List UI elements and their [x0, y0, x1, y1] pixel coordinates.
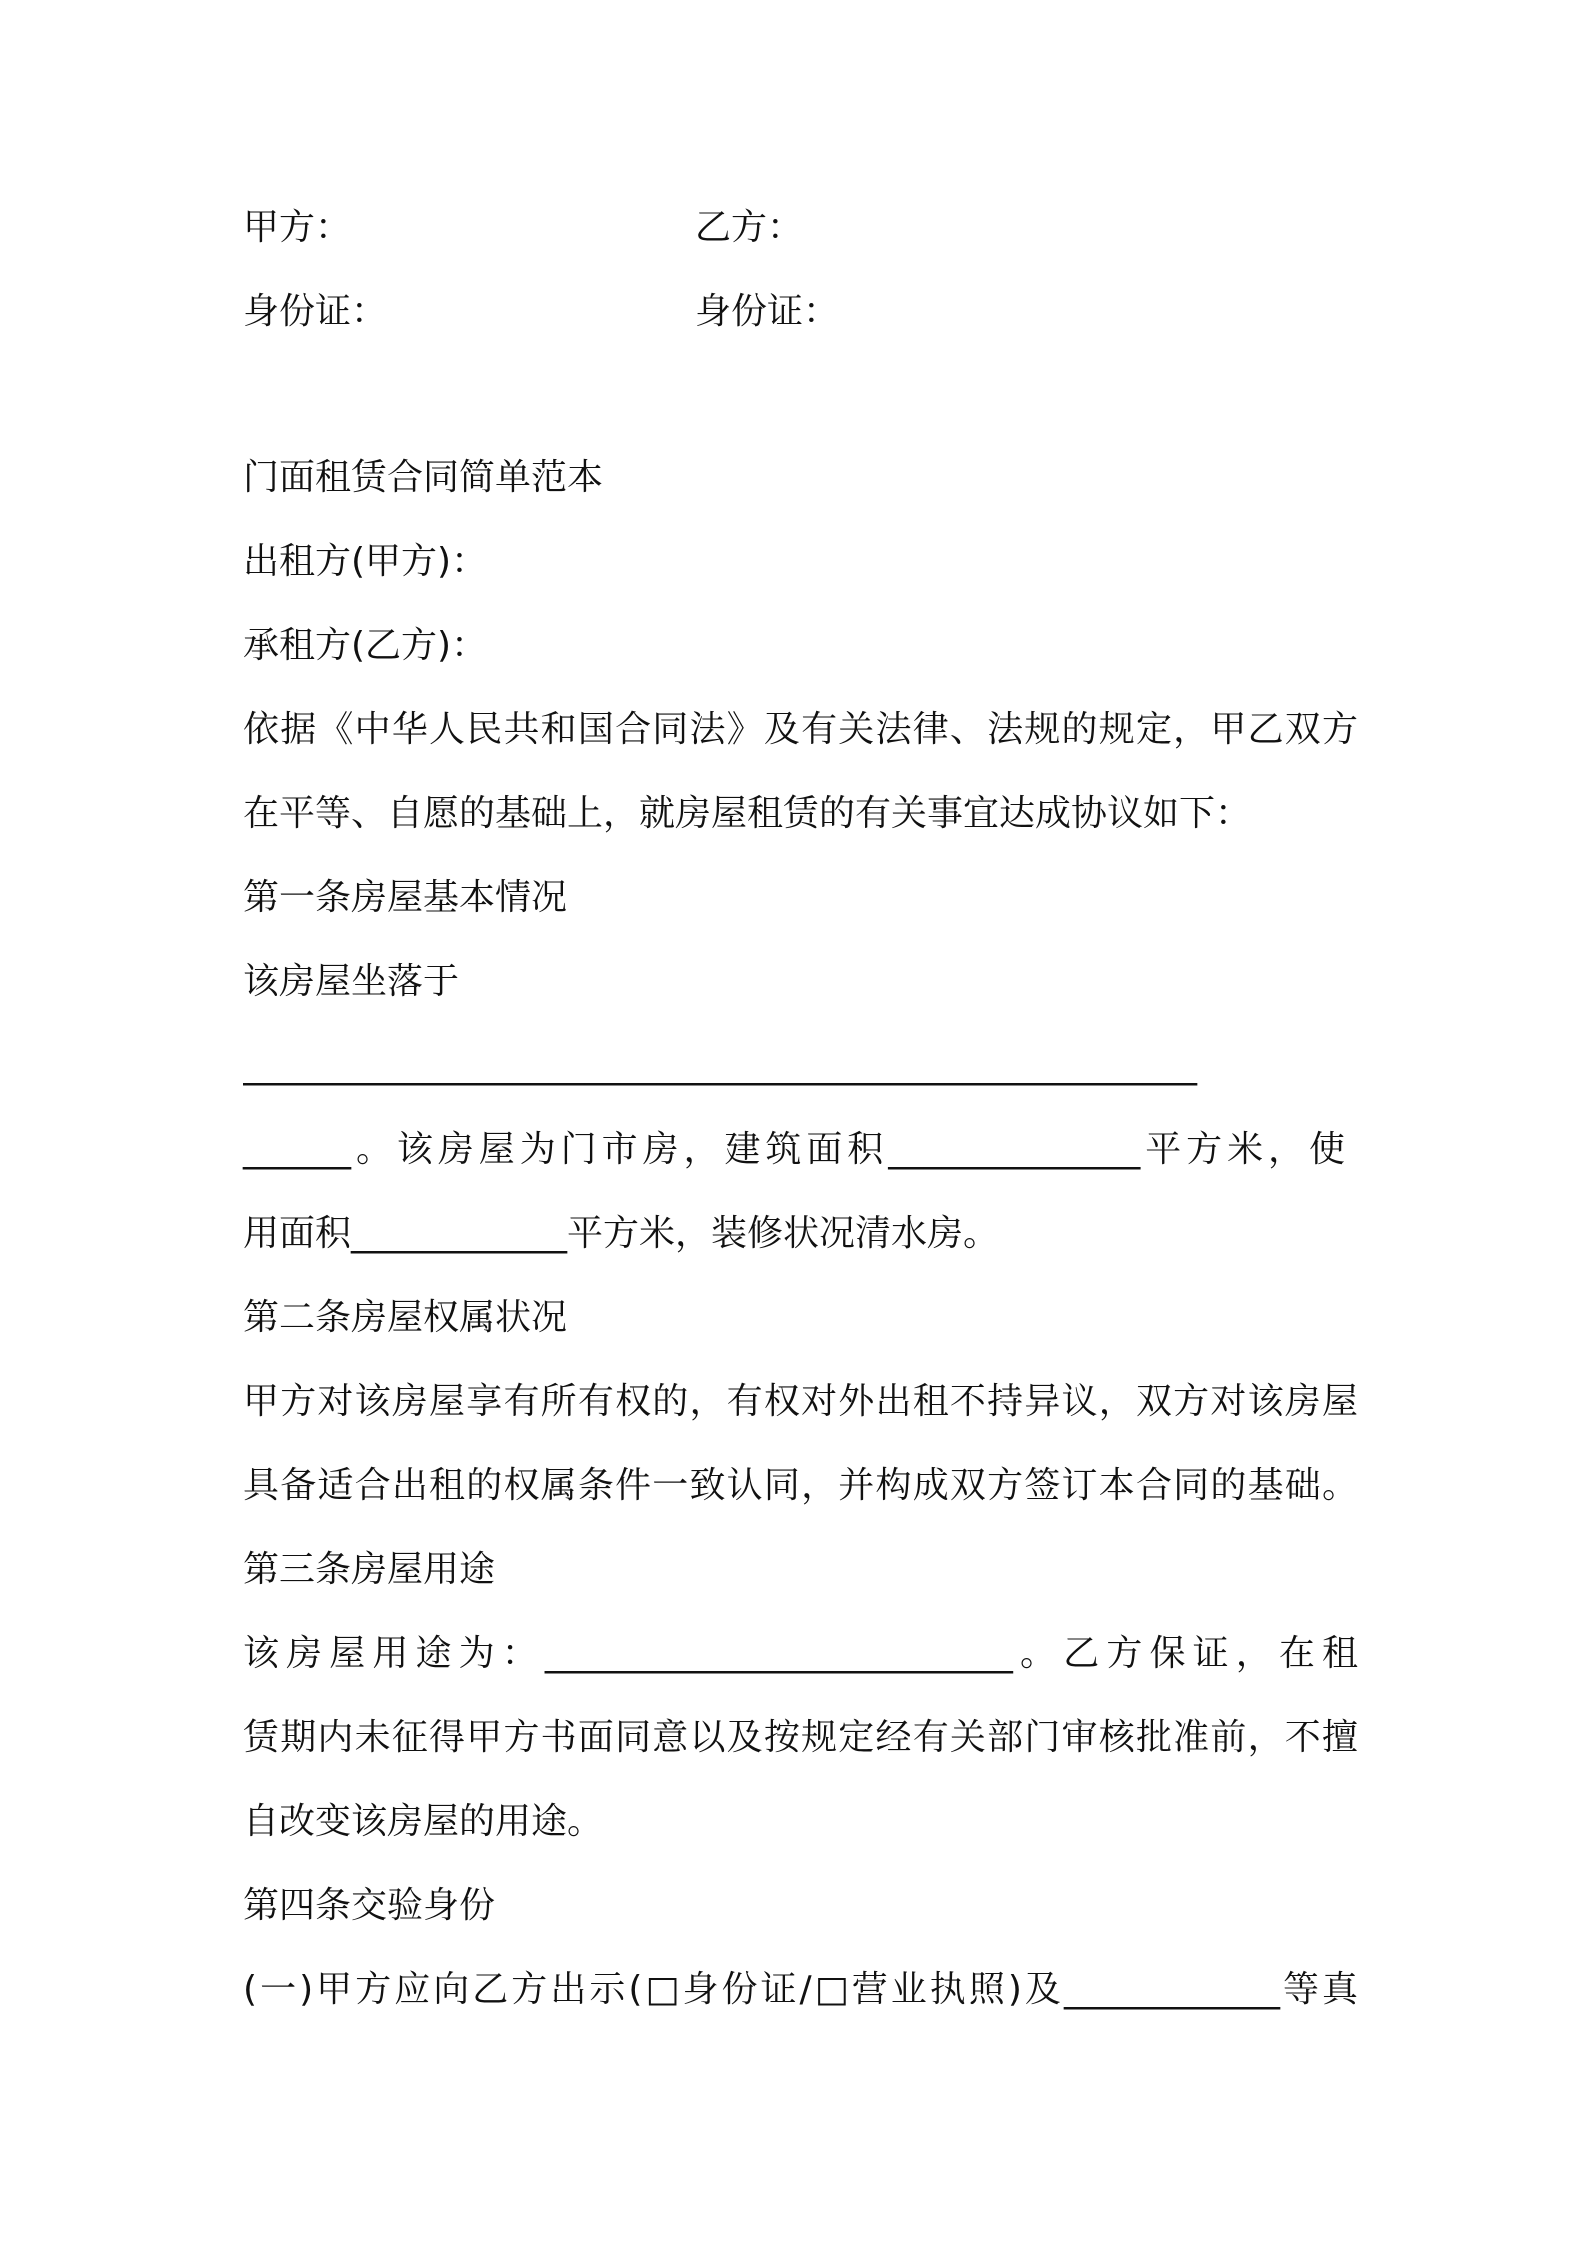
article-2-heading: 第二条房屋权属状况 — [243, 1297, 568, 1338]
article-4-heading: 第四条交验身份 — [243, 1885, 496, 1926]
id-a-label: 身份证： — [243, 291, 388, 332]
preamble-line-2: 在平等、自愿的基础上，就房屋租赁的有关事宜达成协议如下： — [243, 793, 1252, 834]
preamble-line-1: 依据《中华人民共和国合同法》及有关法律、法规的规定，甲乙双方 — [243, 709, 1358, 750]
article-3-line-2: 赁期内未征得甲方书面同意以及按规定经有关部门审核批准前，不擅 — [243, 1717, 1358, 1758]
article-1-blank-line: _____________________________________________________ — [243, 1045, 1197, 1086]
article-1-line-4: 用面积____________平方米，装修状况清水房。 — [243, 1213, 1000, 1254]
article-1-line-1: 该房屋坐落于 — [243, 961, 460, 1002]
article-3-heading: 第三条房屋用途 — [243, 1549, 496, 1590]
lessor-line: 出租方(甲方)： — [243, 541, 488, 582]
party-a-label: 甲方： — [243, 207, 352, 248]
article-1-line-3: ______。该房屋为门市房，建筑面积______________平方米，使 — [243, 1129, 1345, 1170]
document-title: 门面租赁合同简单范本 — [243, 457, 604, 498]
article-2-line-2: 具备适合出租的权属条件一致认同，并构成双方签订本合同的基础。 — [243, 1465, 1358, 1506]
id-b-label: 身份证： — [695, 291, 840, 332]
lessee-line: 承租方(乙方)： — [243, 625, 488, 666]
party-b-label: 乙方： — [695, 207, 804, 248]
article-2-line-1: 甲方对该房屋享有所有权的，有权对外出租不持异议，双方对该房屋 — [243, 1381, 1358, 1422]
article-3-line-3: 自改变该房屋的用途。 — [243, 1801, 604, 1842]
article-3-line-1: 该房屋用途为：__________________________。乙方保证，在租 — [243, 1633, 1358, 1674]
article-4-line-1: (一)甲方应向乙方出示(□身份证/□营业执照)及____________等真 — [243, 1969, 1358, 2010]
article-1-heading: 第一条房屋基本情况 — [243, 877, 568, 918]
